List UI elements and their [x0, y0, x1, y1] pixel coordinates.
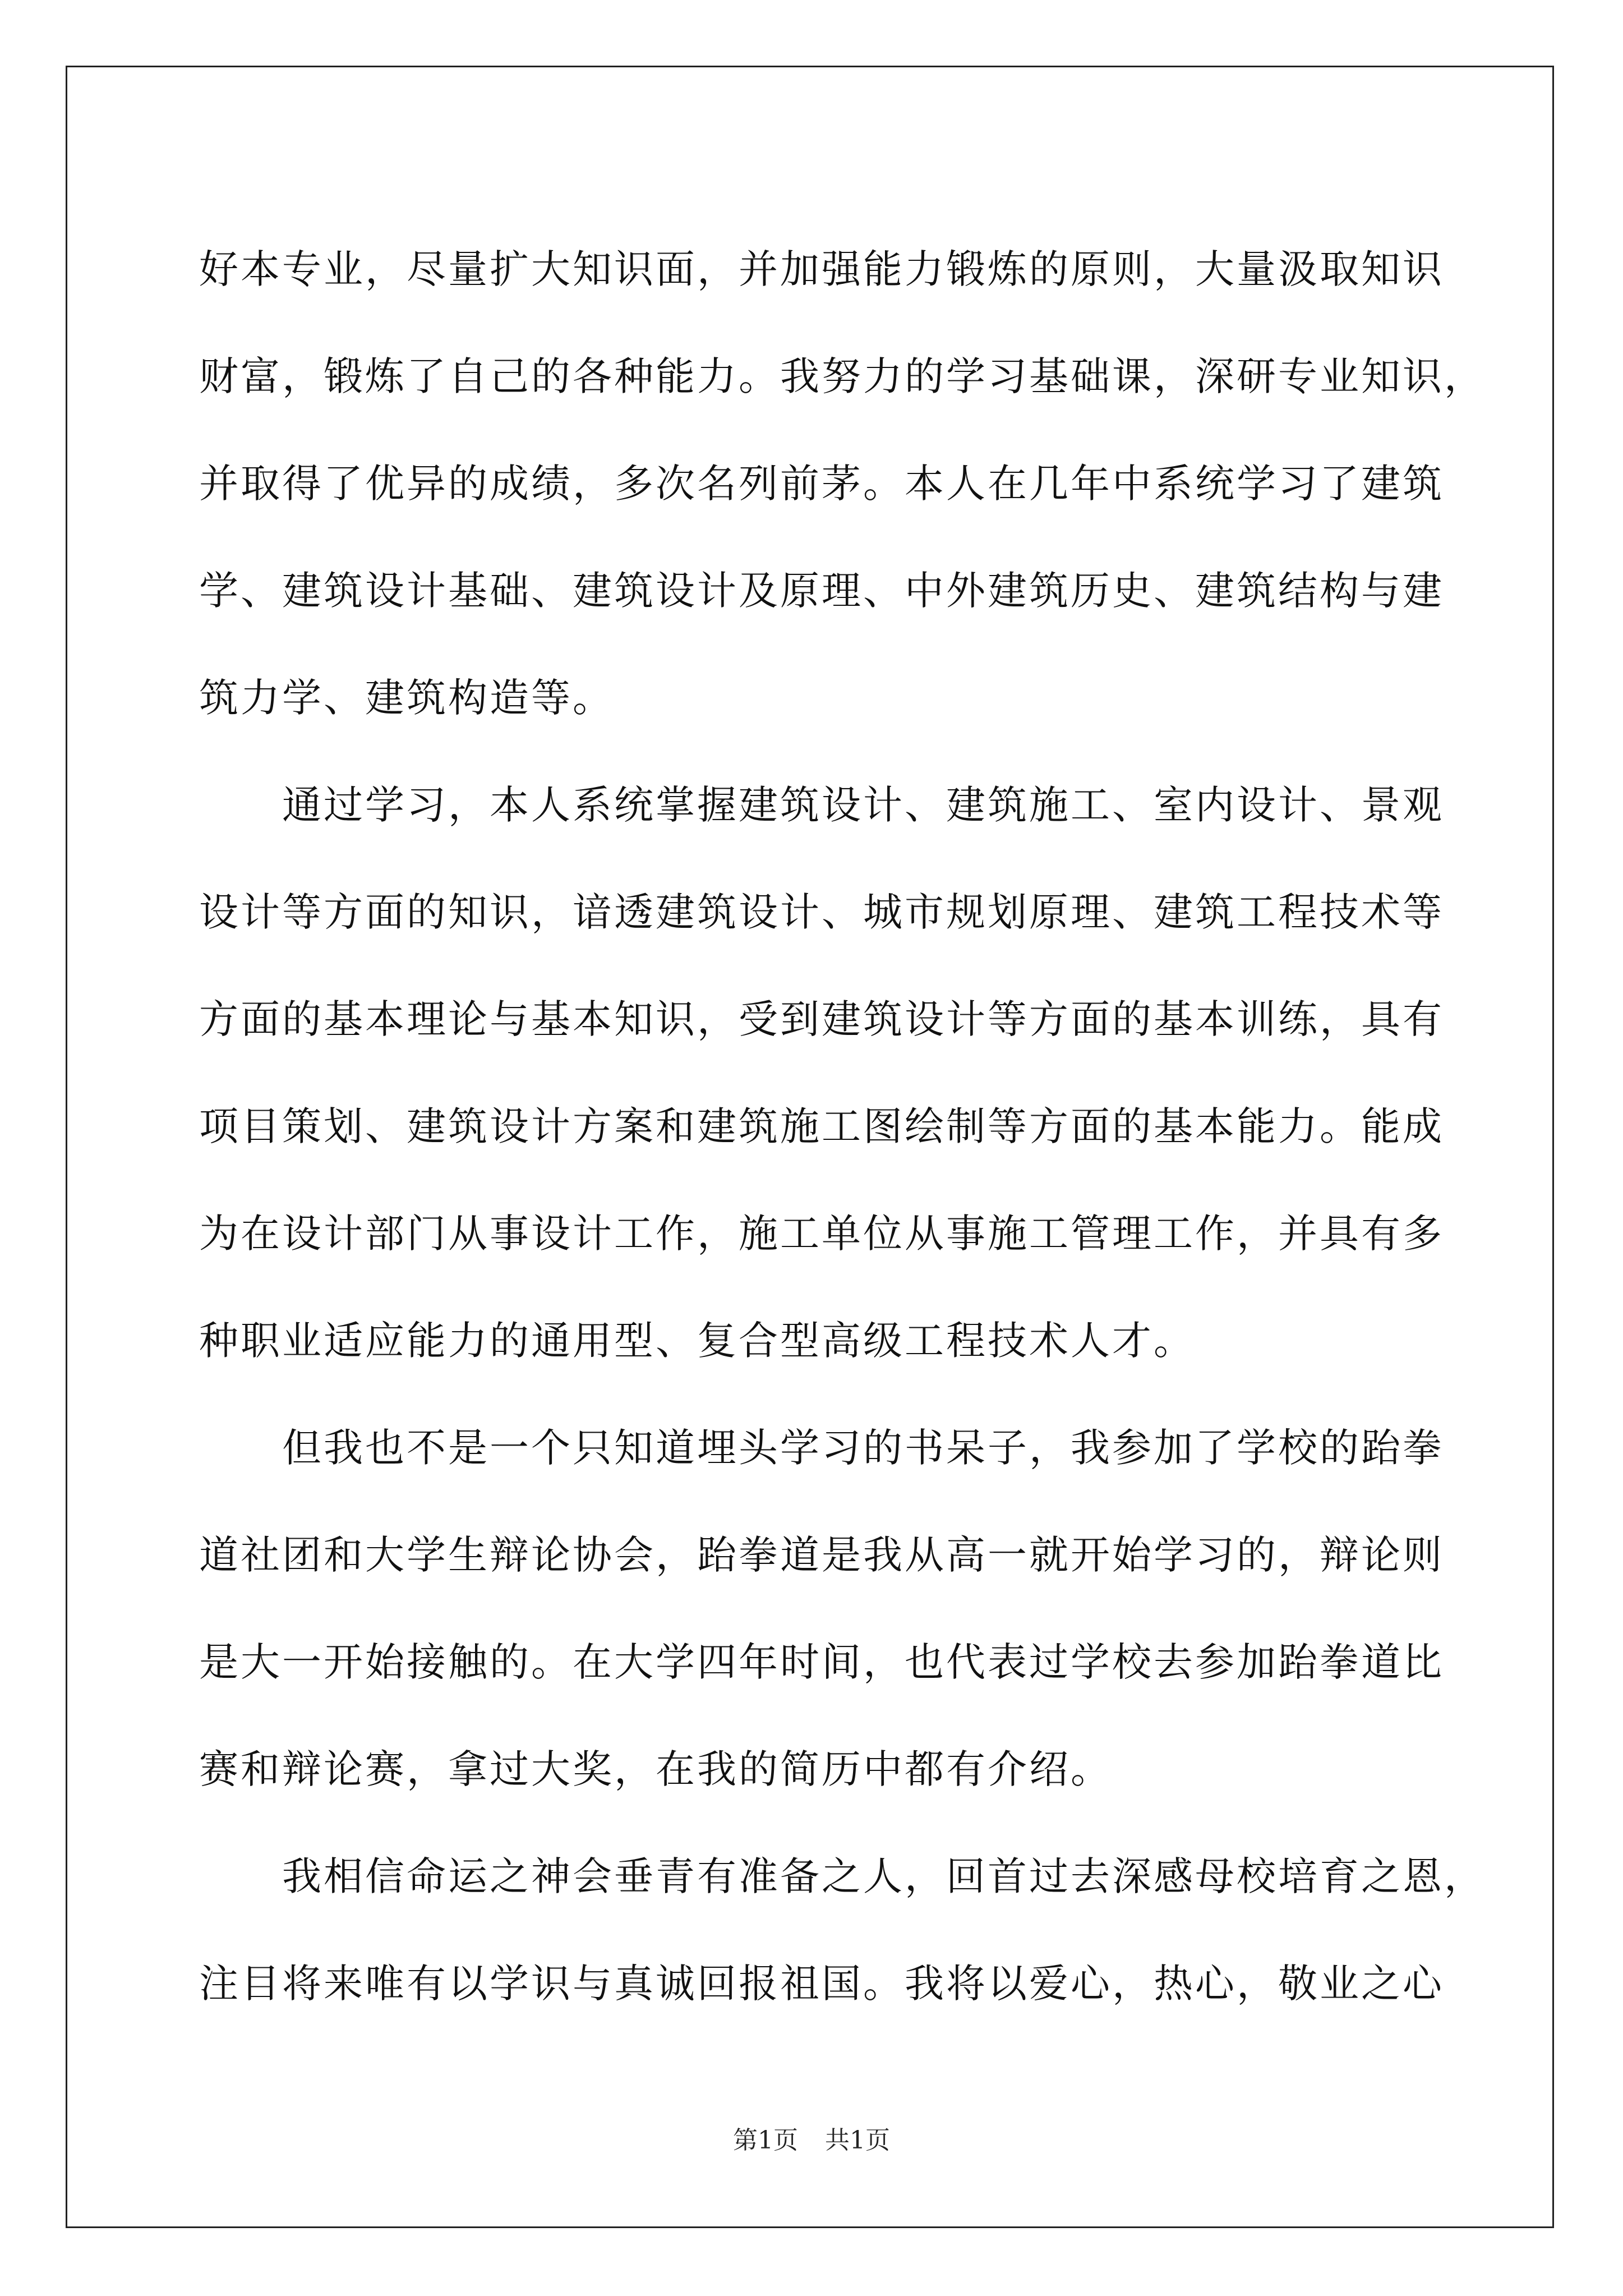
page-number: 第1页 [733, 2126, 798, 2155]
text-line: 项目策划、建筑设计方案和建筑施工图绘制等方面的基本能力。能成 [199, 1103, 1444, 1149]
text-line: 方面的基本理论与基本知识，受到建筑设计等方面的基本训练，具有 [199, 996, 1444, 1042]
text-line: 但我也不是一个只知道埋头学习的书呆子，我参加了学校的跆拳 [282, 1425, 1444, 1471]
text-line: 好本专业，尽量扩大知识面，并加强能力锻炼的原则，大量汲取知识 [199, 246, 1444, 292]
text-line: 种职业适应能力的通用型、复合型高级工程技术人才。 [199, 1318, 1195, 1364]
paragraph-3 [199, 1395, 1444, 1823]
page-total: 共1页 [825, 2126, 890, 2155]
text-line: 财富，锻炼了自己的各种能力。我努力的学习基础课，深研专业知识， [199, 353, 1486, 399]
text-line: 注目将来唯有以学识与真诚回报祖国。我将以爱心，热心，敬业之心 [199, 1961, 1444, 2007]
text-line: 我相信命运之神会垂青有准备之人，回首过去深感母校培育之恩， [282, 1853, 1486, 1899]
text-line: 是大一开始接触的。在大学四年时间，也代表过学校去参加跆拳道比 [199, 1639, 1444, 1685]
text-line: 并取得了优异的成绩，多次名列前茅。本人在几年中系统学习了建筑 [199, 461, 1444, 507]
page-footer [0, 2124, 1623, 2157]
paragraph-4 [199, 1823, 1486, 2037]
text-line: 赛和辩论赛，拿过大奖，在我的简历中都有介绍。 [199, 1746, 1112, 1792]
text-line: 设计等方面的知识，谙透建筑设计、城市规划原理、建筑工程技术等 [199, 889, 1444, 935]
document-body [199, 216, 1486, 2037]
text-line: 通过学习，本人系统掌握建筑设计、建筑施工、室内设计、景观 [282, 782, 1444, 828]
paragraph-1 [199, 216, 1486, 752]
paragraph-2 [199, 752, 1444, 1395]
text-line: 筑力学、建筑构造等。 [199, 675, 614, 721]
text-line: 学、建筑设计基础、建筑设计及原理、中外建筑历史、建筑结构与建 [199, 568, 1444, 614]
text-line: 为在设计部门从事设计工作，施工单位从事施工管理工作，并具有多 [199, 1211, 1444, 1257]
text-line: 道社团和大学生辩论协会，跆拳道是我从高一就开始学习的，辩论则 [199, 1532, 1444, 1578]
